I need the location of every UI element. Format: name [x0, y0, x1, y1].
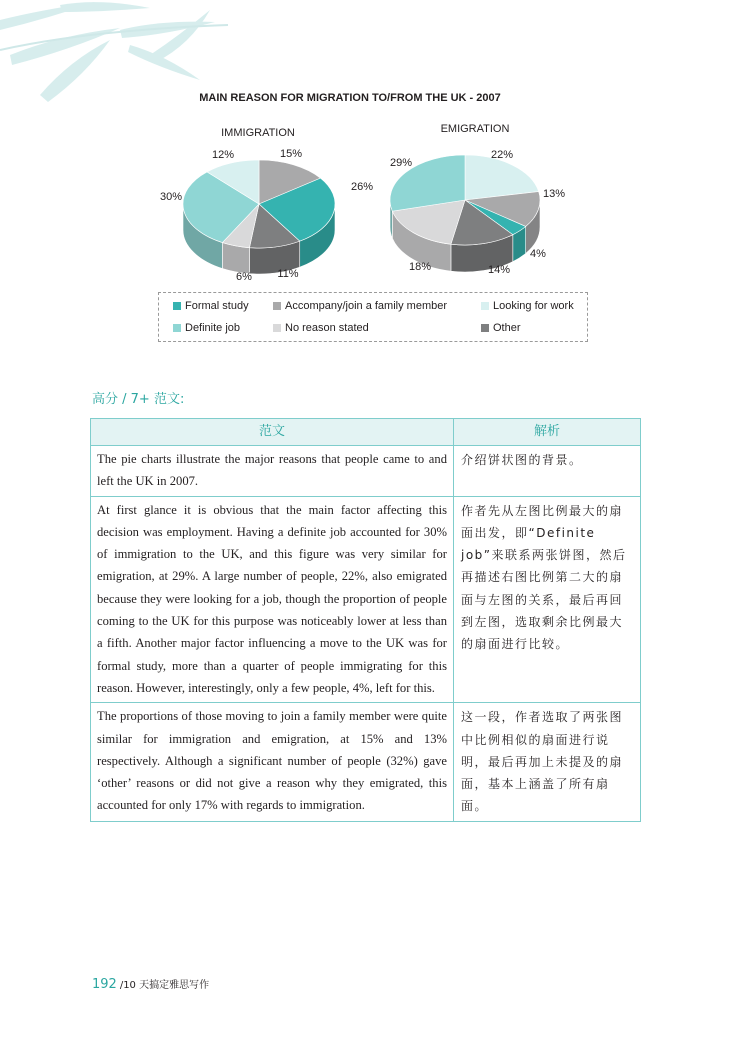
page-number: 192 [92, 977, 117, 992]
legend-label: Formal study [185, 300, 249, 312]
legend-label: Definite job [185, 322, 241, 334]
legend-swatch [481, 324, 489, 332]
analysis-note: 作者先从左图比例最大的扇面出发，即“Definite job”来联系两张饼图，然后再描述右图比例第二大的扇面与左图的关系，最后再回到左图，选取剩余比例最大的扇面进行比较。 [454, 496, 641, 703]
essay-paragraph: At first glance it is obvious that the main factor affecting this decision was employment. Having a definite job accounted for 30% of immigration to the UK, and this figure was very similar for emigration, at 29%. A large number of people, 22%, also emigrated because they were looking for a job, though the proportion of people coming to the UK for this purpose was noticeably lower at less than a fifth. Another major factor influencing a move to the UK was for formal study, more than a quarter of people immigrating for this reason. However, interestingly, only a few people, 4%, left for this. [91, 496, 454, 703]
legend-item-formal-study [173, 300, 249, 312]
essay-paragraph: The proportions of those moving to join a family member were quite similar for immigration and emigration, at 15% and 13% respectively. Although a significant number of people (32%) gave ‘other’ reasons or did not give a reason why they emigrated, this accounted for only 17% with regards to immigration. [91, 703, 454, 821]
legend-swatch [273, 302, 281, 310]
legend-swatch [481, 302, 489, 310]
legend-item-no-reason-stated [273, 322, 369, 334]
book-title: /10 天搞定雅思写作 [119, 980, 210, 991]
emigration-label-formal-study: 4% [530, 248, 546, 260]
emigration-pie [390, 155, 540, 272]
immigration-label-definite-job: 30% [159, 191, 183, 203]
table-row [91, 496, 641, 703]
table-row [91, 703, 641, 821]
emigration-label-other: 14% [487, 264, 511, 276]
essay-table [90, 418, 641, 822]
immigration-label-no-reason-stated: 6% [236, 271, 252, 283]
emigration-label-looking-for-work: 22% [490, 149, 514, 161]
section-heading: 高分 / 7+ 范文: [92, 392, 185, 407]
legend-label: Looking for work [493, 300, 574, 312]
essay-paragraph: The pie charts illustrate the major reasons that people came to and left the UK in 2007. [91, 446, 454, 497]
legend-label: Accompany/join a family member [285, 300, 448, 312]
chart-legend [158, 292, 588, 342]
immigration-pie [183, 160, 335, 274]
immigration-label-formal-study: 26% [350, 181, 374, 193]
legend-item-other [481, 322, 521, 334]
immigration-label-accompany-join-a-family-member: 15% [279, 148, 303, 160]
immigration-pie-title: IMMIGRATION [221, 127, 295, 139]
emigration-pie-title: EMIGRATION [440, 123, 510, 135]
legend-swatch [173, 302, 181, 310]
chart-title: MAIN REASON FOR MIGRATION TO/FROM THE UK - 2007 [199, 92, 501, 104]
emigration-label-no-reason-stated: 18% [408, 261, 432, 273]
page-footer [92, 976, 209, 992]
emigration-label-definite-job: 29% [389, 157, 413, 169]
analysis-note: 这一段，作者选取了两张图中比例相似的扇面进行说明，最后再加上未提及的扇面，基本上涵盖了所有扇面。 [454, 703, 641, 821]
pie-charts [150, 112, 600, 290]
analysis-note: 介绍饼状图的背景。 [454, 446, 641, 497]
immigration-label-looking-for-work: 12% [211, 149, 235, 161]
legend-label: Other [493, 322, 521, 334]
legend-item-accompany-join-a-family-member [273, 300, 447, 312]
emigration-label-accompany-join-a-family-member: 13% [542, 188, 566, 200]
legend-item-definite-job [173, 322, 240, 334]
legend-item-looking-for-work [481, 300, 574, 312]
legend-swatch [273, 324, 281, 332]
table-row [91, 446, 641, 497]
legend-swatch [173, 324, 181, 332]
essay-column-header: 范文 [91, 419, 454, 446]
legend-label: No reason stated [285, 322, 369, 334]
analysis-column-header: 解析 [454, 419, 641, 446]
immigration-label-other: 11% [277, 268, 299, 280]
